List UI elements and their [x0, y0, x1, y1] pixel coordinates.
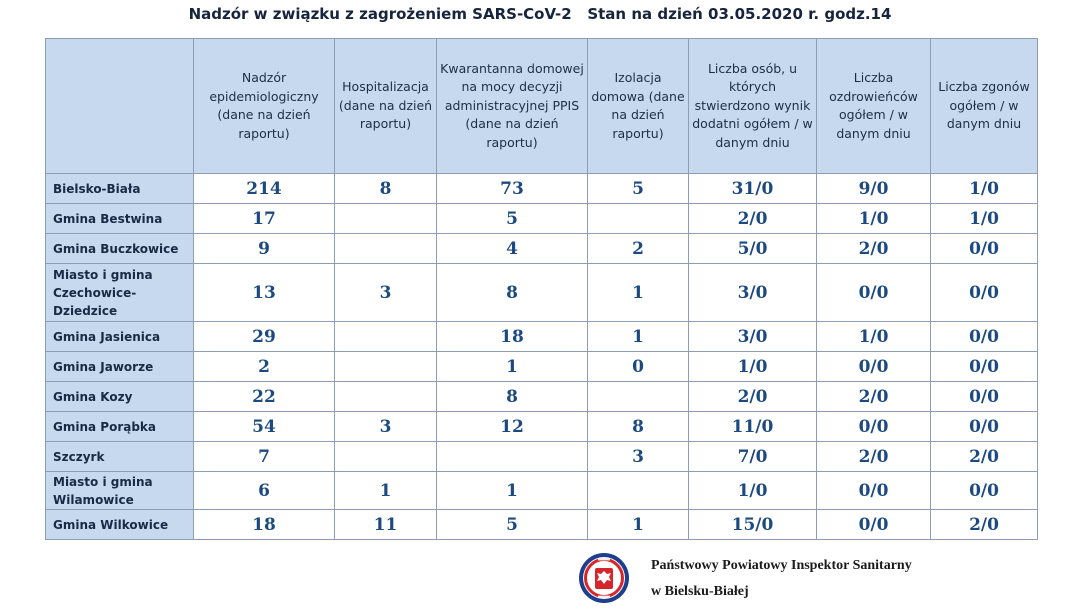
cell: 2	[588, 234, 689, 264]
cell: 5	[588, 174, 689, 204]
cell: 3	[335, 412, 437, 442]
cell: 9	[194, 234, 335, 264]
column-header: Kwarantanna domowej na mocy decyzji administracyjnej PPIS (dane na dzień raportu)	[437, 39, 588, 174]
row-name: Miasto i gmina Wilamowice	[46, 472, 194, 510]
cell: 3	[335, 264, 437, 322]
table-row	[46, 382, 1038, 412]
cell	[588, 472, 689, 510]
cell: 2	[194, 352, 335, 382]
cell: 8	[437, 382, 588, 412]
table-row	[46, 322, 1038, 352]
table-header-row	[46, 39, 1038, 174]
cell: 8	[588, 412, 689, 442]
cell: 7	[194, 442, 335, 472]
cell: 9/0	[817, 174, 931, 204]
cell: 8	[437, 264, 588, 322]
cell: 1	[437, 472, 588, 510]
cell: 7/0	[689, 442, 817, 472]
cell: 2/0	[931, 442, 1038, 472]
cell: 1	[588, 264, 689, 322]
cell	[335, 322, 437, 352]
cell: 18	[437, 322, 588, 352]
table-row	[46, 412, 1038, 442]
cell: 3/0	[689, 322, 817, 352]
row-name: Gmina Buczkowice	[46, 234, 194, 264]
cell: 5	[437, 510, 588, 540]
row-name: Gmina Jasienica	[46, 322, 194, 352]
row-name: Gmina Porąbka	[46, 412, 194, 442]
row-name: Szczyrk	[46, 442, 194, 472]
cell: 11/0	[689, 412, 817, 442]
column-header: Nadzór epidemiologiczny (dane na dzień raportu)	[194, 39, 335, 174]
cell: 54	[194, 412, 335, 442]
cell: 6	[194, 472, 335, 510]
cell: 0/0	[817, 510, 931, 540]
cell: 2/0	[689, 204, 817, 234]
column-header: Hospitalizacja (dane na dzień raportu)	[335, 39, 437, 174]
table-row	[46, 264, 1038, 322]
cell	[588, 204, 689, 234]
row-name: Gmina Bestwina	[46, 204, 194, 234]
cell: 1/0	[931, 204, 1038, 234]
cell: 3/0	[689, 264, 817, 322]
cell: 1	[335, 472, 437, 510]
cell: 0/0	[817, 264, 931, 322]
table-row	[46, 442, 1038, 472]
cell: 11	[335, 510, 437, 540]
cell: 0/0	[931, 264, 1038, 322]
cell: 31/0	[689, 174, 817, 204]
cell: 0/0	[931, 412, 1038, 442]
row-name: Gmina Kozy	[46, 382, 194, 412]
table-row	[46, 204, 1038, 234]
cell	[335, 234, 437, 264]
cell: 1/0	[817, 322, 931, 352]
row-name: Miasto i gmina Czechowice-Dziedzice	[46, 264, 194, 322]
cell: 1	[437, 352, 588, 382]
cell: 18	[194, 510, 335, 540]
column-header: Izolacja domowa (dane na dzień raportu)	[588, 39, 689, 174]
cell: 12	[437, 412, 588, 442]
cell: 0/0	[817, 412, 931, 442]
cell: 0	[588, 352, 689, 382]
row-name: Bielsko-Biała	[46, 174, 194, 204]
cell: 0/0	[931, 234, 1038, 264]
cell: 8	[335, 174, 437, 204]
table-row	[46, 352, 1038, 382]
cell: 5/0	[689, 234, 817, 264]
table-row	[46, 234, 1038, 264]
cell: 1/0	[931, 174, 1038, 204]
cell: 1/0	[689, 352, 817, 382]
cell: 0/0	[817, 472, 931, 510]
cell	[335, 204, 437, 234]
cell	[335, 442, 437, 472]
page-title: Nadzór w związku z zagrożeniem SARS-CoV-2 Stan na dzień 03.05.2020 r. godz.14	[188, 5, 892, 23]
row-name: Gmina Jaworze	[46, 352, 194, 382]
cell	[335, 382, 437, 412]
cell	[588, 382, 689, 412]
cell: 4	[437, 234, 588, 264]
column-header	[46, 39, 194, 174]
cell: 2/0	[817, 234, 931, 264]
cell: 73	[437, 174, 588, 204]
cell: 1	[588, 510, 689, 540]
table-row	[46, 174, 1038, 204]
cell: 1/0	[817, 204, 931, 234]
cell: 5	[437, 204, 588, 234]
table-row	[46, 510, 1038, 540]
cell: 0/0	[931, 472, 1038, 510]
cell: 0/0	[931, 382, 1038, 412]
footer-line-2: w Bielsku-Białej	[651, 584, 749, 599]
footer-line-1: Państwowy Powiatowy Inspektor Sanitarny	[651, 558, 912, 573]
cell	[335, 352, 437, 382]
cell: 13	[194, 264, 335, 322]
cell: 0/0	[931, 322, 1038, 352]
cell: 3	[588, 442, 689, 472]
cell: 17	[194, 204, 335, 234]
cell: 2/0	[931, 510, 1038, 540]
row-name: Gmina Wilkowice	[46, 510, 194, 540]
covid-surveillance-table	[45, 38, 1038, 540]
column-header: Liczba ozdrowieńców ogółem / w danym dniu	[817, 39, 931, 174]
column-header: Liczba osób, u których stwierdzono wynik dodatni ogółem / w danym dniu	[689, 39, 817, 174]
cell: 0/0	[817, 352, 931, 382]
cell: 2/0	[689, 382, 817, 412]
sanitary-inspection-emblem-icon	[578, 552, 630, 604]
cell: 1/0	[689, 472, 817, 510]
cell: 29	[194, 322, 335, 352]
cell: 22	[194, 382, 335, 412]
footer-authority	[651, 553, 912, 605]
cell: 15/0	[689, 510, 817, 540]
column-header: Liczba zgonów ogółem / w danym dniu	[931, 39, 1038, 174]
cell: 2/0	[817, 442, 931, 472]
table-row	[46, 472, 1038, 510]
cell	[437, 442, 588, 472]
cell: 1	[588, 322, 689, 352]
cell: 214	[194, 174, 335, 204]
cell: 2/0	[817, 382, 931, 412]
cell: 0/0	[931, 352, 1038, 382]
